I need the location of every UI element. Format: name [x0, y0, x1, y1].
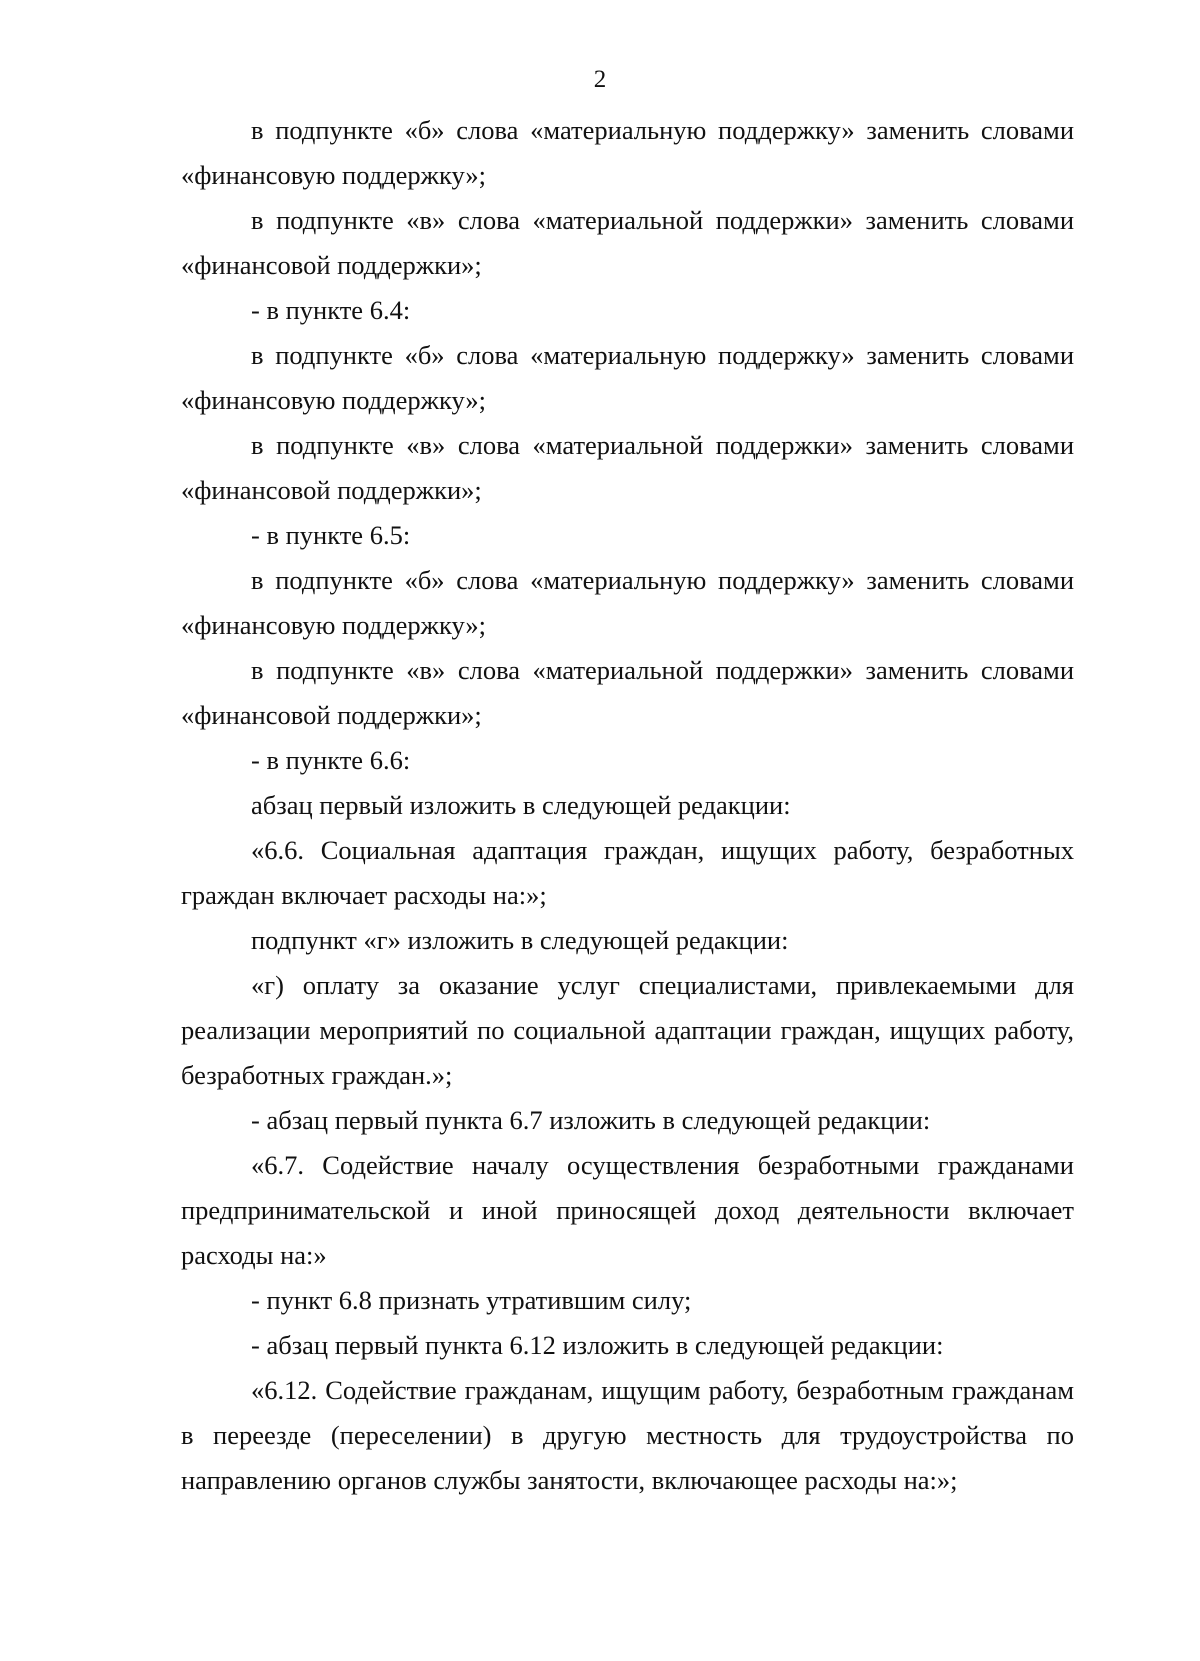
paragraph: - абзац первый пункта 6.7 изложить в следующей редакции: — [251, 1105, 931, 1135]
paragraph: - в пункте 6.6: — [251, 745, 411, 775]
paragraph: «6.6. Социальная адаптация граждан, ищущих работу, безработных граждан включает расходы на:»; — [181, 835, 1074, 910]
paragraph: в подпункте «в» слова «материальной поддержки» заменить словами «финансовой поддержки»; — [181, 205, 1074, 280]
paragraph: «6.7. Содействие началу осуществления безработными гражданами предпринимательской и иной приносящей доход деятельности включает расходы на:» — [181, 1150, 1074, 1270]
paragraph: «6.12. Содействие гражданам, ищущим работу, безработным гражданам в переезде (переселении) в другую местность для трудоустройства по направлению органов службы занятости, включающее расходы на:»; — [181, 1375, 1074, 1495]
page-number: 2 — [593, 66, 607, 93]
document-body — [181, 108, 1074, 1503]
paragraph: - абзац первый пункта 6.12 изложить в следующей редакции: — [251, 1330, 944, 1360]
paragraph: в подпункте «б» слова «материальную поддержку» заменить словами «финансовую поддержку»; — [181, 340, 1074, 415]
paragraph: - в пункте 6.5: — [251, 520, 411, 550]
paragraph: в подпункте «в» слова «материальной поддержки» заменить словами «финансовой поддержки»; — [181, 655, 1074, 730]
paragraph: в подпункте «б» слова «материальную поддержку» заменить словами «финансовую поддержку»; — [181, 115, 1074, 190]
paragraph: подпункт «г» изложить в следующей редакции: — [251, 925, 789, 955]
paragraph: в подпункте «б» слова «материальную поддержку» заменить словами «финансовую поддержку»; — [181, 565, 1074, 640]
paragraph: - в пункте 6.4: — [251, 295, 411, 325]
paragraph: абзац первый изложить в следующей редакции: — [251, 790, 791, 820]
paragraph: - пункт 6.8 признать утратившим силу; — [251, 1285, 692, 1315]
paragraph: «г) оплату за оказание услуг специалистами, привлекаемыми для реализации мероприятий по социальной адаптации граждан, ищущих работу, безработных граждан.»; — [181, 970, 1074, 1090]
paragraph: в подпункте «в» слова «материальной поддержки» заменить словами «финансовой поддержки»; — [181, 430, 1074, 505]
